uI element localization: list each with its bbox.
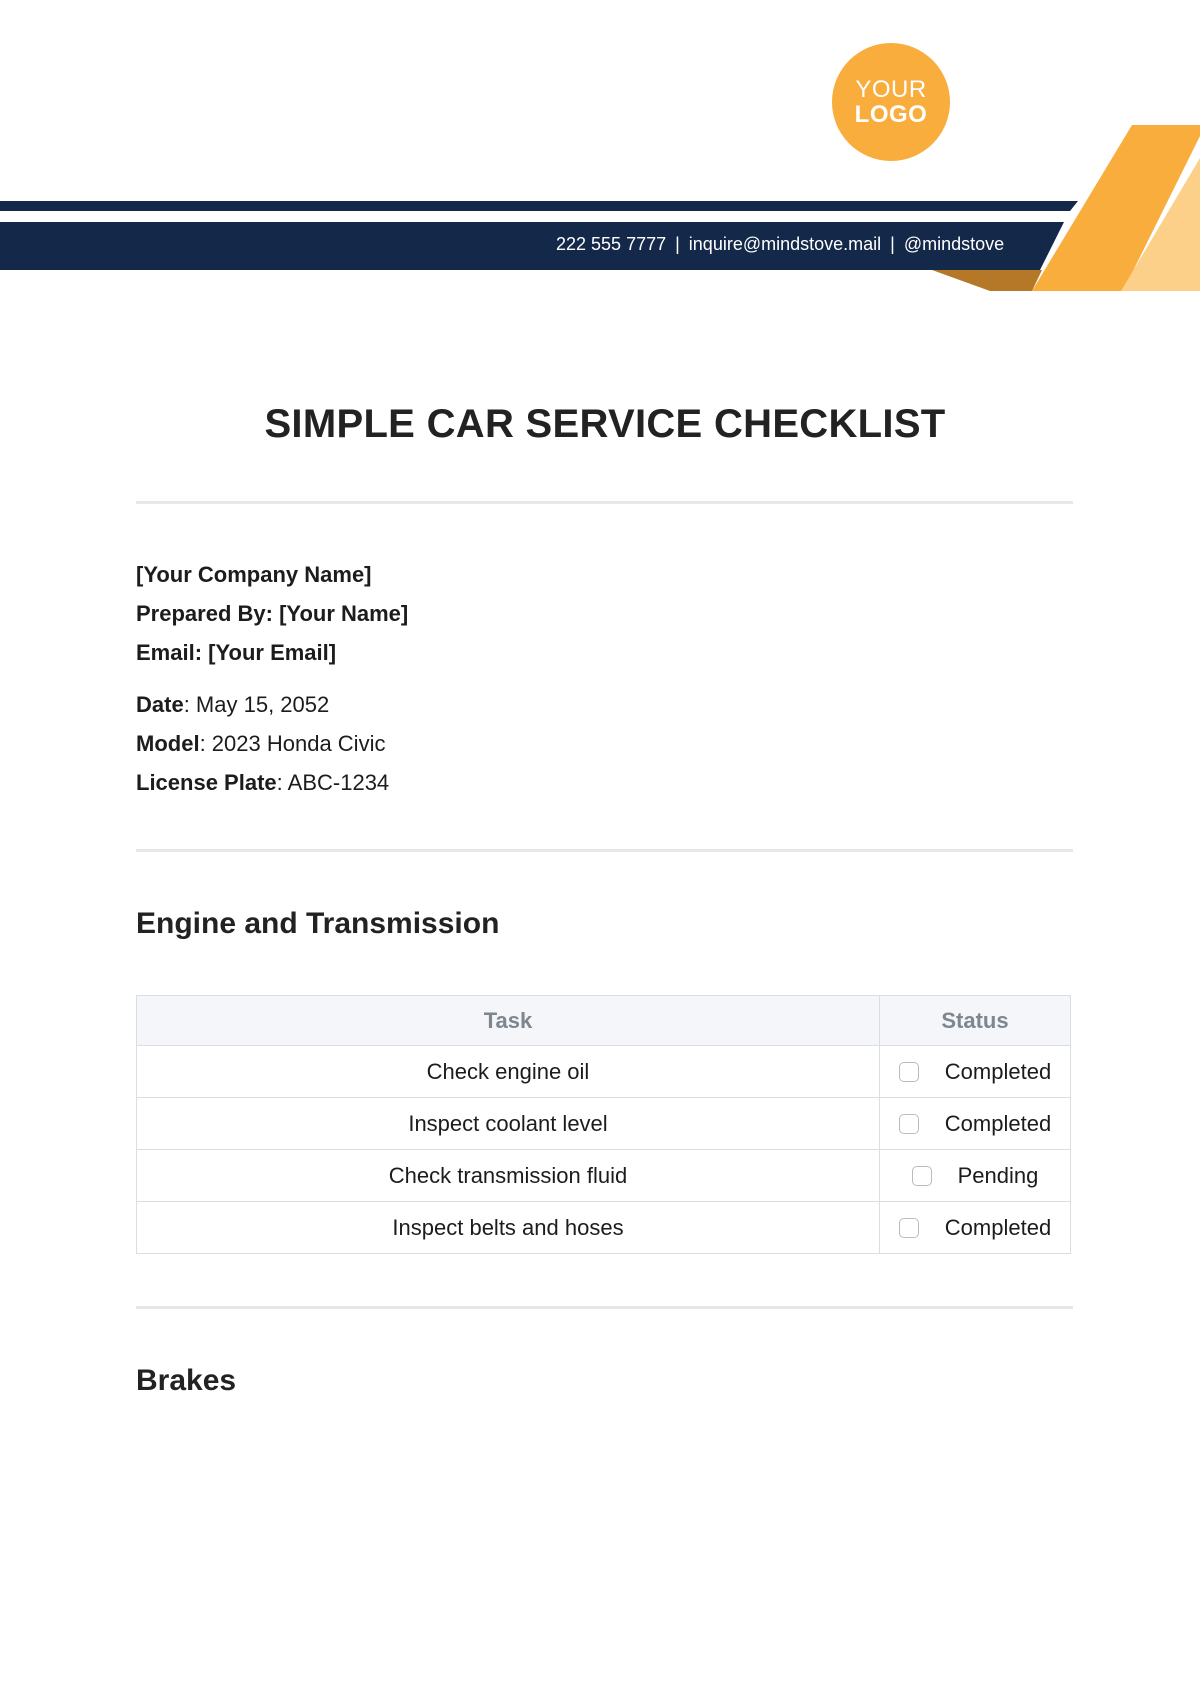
company-logo: [832, 43, 950, 161]
status-cell: [880, 1150, 1071, 1202]
logo-text-logo: LOGO: [854, 101, 928, 128]
date-label: Date: [136, 692, 184, 717]
contact-separator: |: [675, 234, 680, 254]
status-text: Pending: [957, 1162, 1039, 1188]
model-value: 2023 Honda Civic: [211, 731, 386, 756]
company-name-text: [Your Company Name]: [136, 562, 372, 587]
header-shadow-accent: [932, 270, 1042, 291]
task-cell: Check transmission fluid: [137, 1150, 880, 1202]
contact-info: [556, 234, 1004, 255]
contact-separator: |: [890, 234, 895, 254]
status-checkbox[interactable]: [899, 1062, 919, 1082]
page-title: SIMPLE CAR SERVICE CHECKLIST: [264, 402, 946, 446]
prepared-by-label: Prepared By: [136, 601, 266, 626]
column-header-status: Status: [880, 996, 1071, 1046]
date-value: May 15, 2052: [195, 692, 330, 717]
table-header-row: [137, 996, 1071, 1046]
license-plate-label: License Plate: [136, 770, 277, 795]
status-cell: [880, 1046, 1071, 1098]
table-row: [137, 1150, 1071, 1202]
engine-checklist-table: [136, 995, 1071, 1254]
email-label: Email: [136, 640, 195, 665]
status-checkbox[interactable]: [899, 1114, 919, 1134]
email-line: Email: [Your Email]: [136, 640, 337, 665]
license-plate-value: ABC-1234: [287, 770, 390, 795]
section-heading-engine: Engine and Transmission: [136, 907, 500, 940]
table-row: [137, 1098, 1071, 1150]
section-heading-brakes: Brakes: [136, 1364, 237, 1397]
email-value: [Your Email]: [208, 640, 337, 665]
status-checkbox[interactable]: [912, 1166, 932, 1186]
header-decoration: [0, 0, 1200, 300]
status-checkbox[interactable]: [899, 1218, 919, 1238]
divider: [136, 849, 1073, 852]
model-label: Model: [136, 731, 200, 756]
table-row: [137, 1046, 1071, 1098]
status-text: Completed: [944, 1214, 1052, 1240]
prepared-by-line: Prepared By: [Your Name]: [136, 601, 409, 626]
logo-text-your: YOUR: [855, 76, 927, 103]
divider: [136, 501, 1073, 504]
status-cell: [880, 1202, 1071, 1254]
task-cell: Inspect coolant level: [137, 1098, 880, 1150]
contact-phone: 222 555 7777: [556, 234, 667, 254]
contact-social: @mindstove: [903, 234, 1005, 254]
header-stripe-top: [0, 201, 1078, 211]
date-line: Date: May 15, 2052: [136, 692, 330, 717]
status-cell: [880, 1098, 1071, 1150]
status-text: Completed: [944, 1110, 1052, 1136]
task-cell: Check engine oil: [137, 1046, 880, 1098]
contact-email: inquire@mindstove.mail: [688, 234, 882, 254]
company-name: [136, 562, 372, 588]
prepared-by-value: [Your Name]: [279, 601, 409, 626]
divider: [136, 1306, 1073, 1309]
column-header-task: Task: [137, 996, 880, 1046]
task-cell: Inspect belts and hoses: [137, 1202, 880, 1254]
model-line: Model: 2023 Honda Civic: [136, 731, 386, 756]
status-text: Completed: [944, 1058, 1052, 1084]
license-plate-line: License Plate: ABC-1234: [136, 770, 390, 795]
table-row: [137, 1202, 1071, 1254]
